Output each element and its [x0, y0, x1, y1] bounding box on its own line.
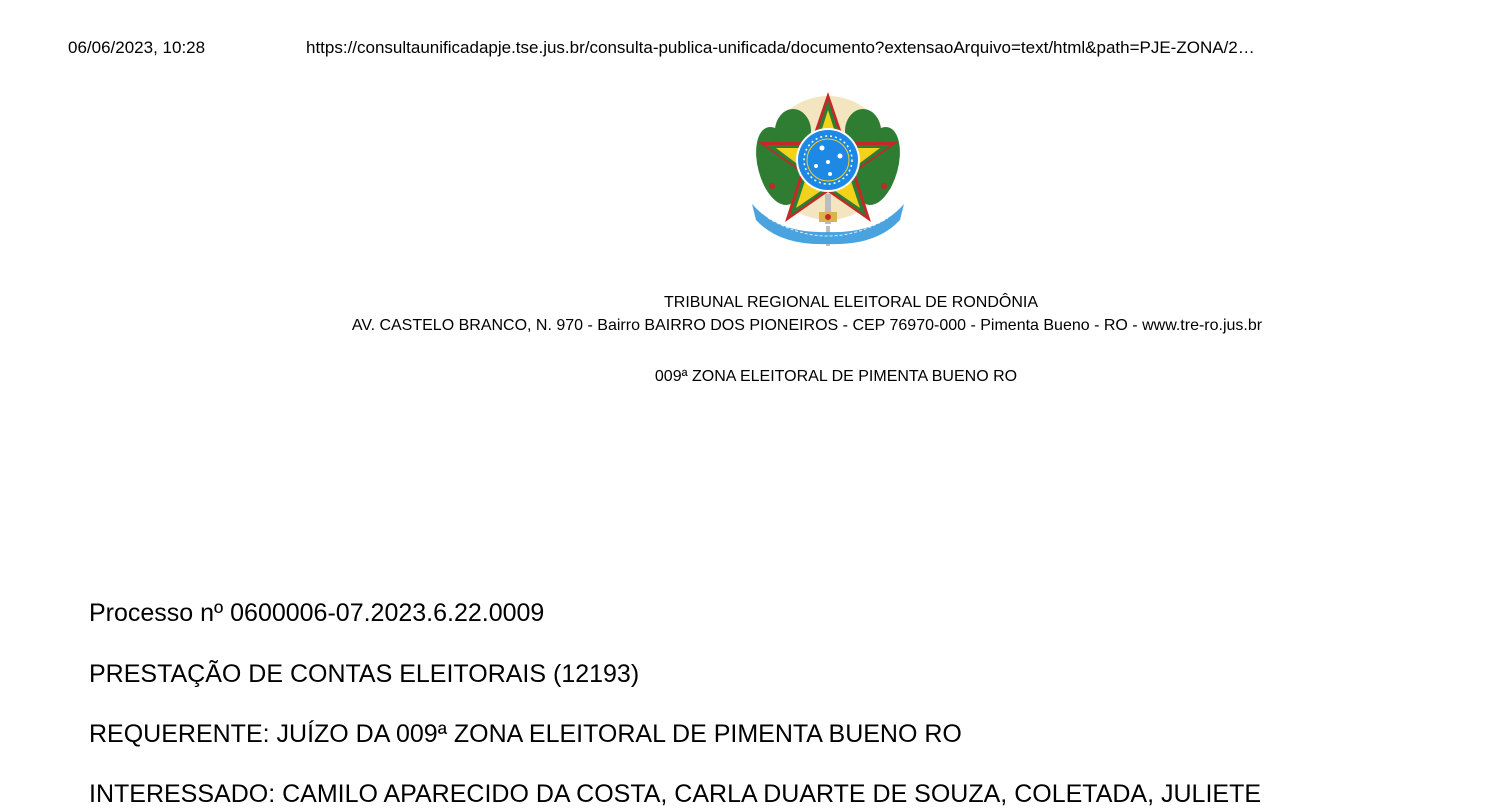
print-url: https://consultaunificadapje.tse.jus.br/consulta-publica-unificada/documento?extensaoArquivo=text/html&path=PJE-ZONA/2…: [306, 38, 1255, 57]
case-applicant: REQUERENTE: JUÍZO DA 009ª ZONA ELEITORAL DE PIMENTA BUENO RO: [89, 720, 962, 748]
brazil-coat-of-arms-icon: [748, 86, 908, 252]
case-interested-parties: INTERESSADO: CAMILO APARECIDO DA COSTA, CARLA DUARTE DE SOUZA, COLETADA, JULIETE: [89, 780, 1262, 808]
process-number: Processo nº 0600006-07.2023.6.22.0009: [89, 599, 545, 627]
case-class: PRESTAÇÃO DE CONTAS ELEITORAIS (12193): [89, 660, 640, 688]
print-datetime: 06/06/2023, 10:28: [68, 38, 206, 57]
court-name: TRIBUNAL REGIONAL ELEITORAL DE RONDÔNIA: [663, 294, 1038, 311]
electoral-zone: 009ª ZONA ELEITORAL DE PIMENTA BUENO RO: [654, 368, 1018, 385]
print-header: [0, 36, 1500, 60]
court-address: AV. CASTELO BRANCO, N. 970 - Bairro BAIRRO DOS PIONEIROS - CEP 76970-000 - Pimenta Bueno - RO - www.tre-ro.jus.br: [351, 317, 1263, 334]
